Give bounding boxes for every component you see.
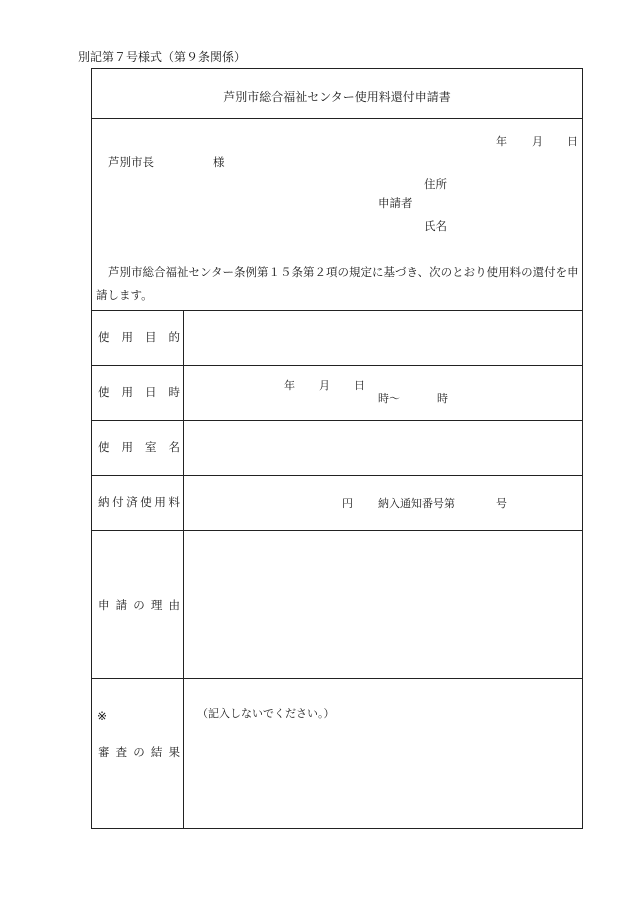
date-day-label: 日: [567, 135, 578, 148]
office-use-note: （記入しないでください。）: [197, 707, 335, 720]
use-day-label: 日: [354, 379, 365, 392]
hour-from-label: 時～: [378, 392, 400, 405]
form-title: 芦別市総合福祉センター使用料還付申請書: [223, 90, 451, 104]
purpose-label: 使 用 目 的: [98, 330, 180, 344]
room-field[interactable]: [184, 421, 582, 475]
notice-number-label: 納入通知番号第: [378, 497, 455, 510]
application-statement: 芦別市総合福祉センター条例第１５条第２項の規定に基づき、次のとおり使用料の還付を申請します。: [96, 265, 579, 302]
purpose-field[interactable]: [184, 311, 582, 365]
applicant-label: 申請者: [378, 196, 413, 210]
fee-label: 納 付 済 使 用 料: [98, 495, 180, 509]
divider: [91, 118, 583, 119]
addressee-honorific: 様: [213, 155, 225, 169]
hour-to-label: 時: [437, 392, 448, 405]
addressee-name: 芦別市長: [108, 155, 154, 169]
yen-label: 円: [342, 497, 353, 510]
form-number-label: 別記第７号様式（第９条関係）: [78, 50, 247, 64]
reason-textarea[interactable]: [184, 531, 586, 682]
datetime-label: 使 用 日 時: [98, 385, 180, 399]
name-label: 氏名: [424, 219, 447, 233]
office-use-mark: ※: [97, 709, 108, 723]
date-year-label: 年: [496, 135, 507, 148]
reason-label: 申 請 の 理 由: [98, 598, 180, 612]
date-month-label: 月: [532, 135, 543, 148]
address-label: 住所: [424, 177, 447, 191]
review-result-label: 審 査 の 結 果: [98, 745, 180, 759]
number-suffix-label: 号: [496, 497, 507, 510]
use-month-label: 月: [319, 379, 330, 392]
room-label: 使 用 室 名: [98, 440, 180, 454]
use-year-label: 年: [284, 379, 295, 392]
